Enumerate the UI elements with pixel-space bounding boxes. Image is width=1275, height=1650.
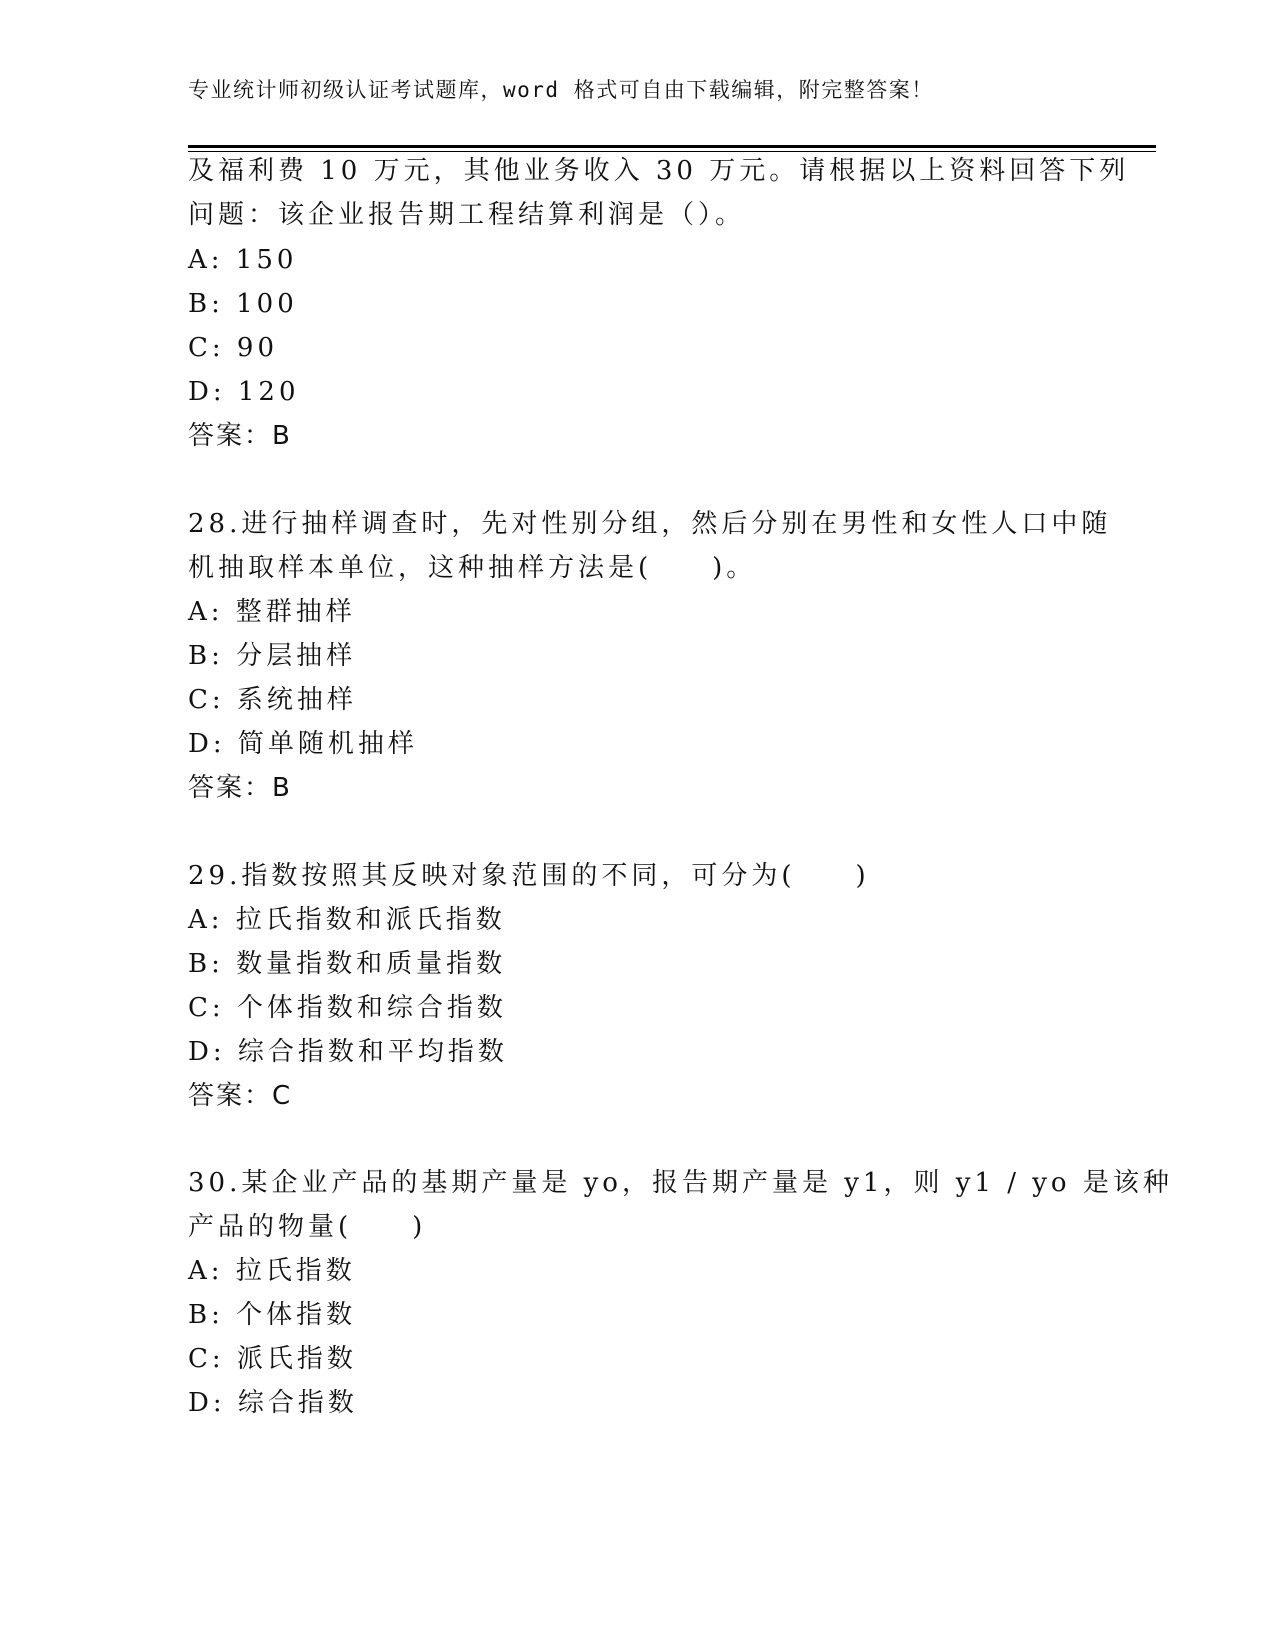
- option-a: A: 拉氏指数和派氏指数: [188, 905, 506, 935]
- page-header: 专业统计师初级认证考试题库，word 格式可自由下载编辑，附完整答案！: [188, 78, 934, 102]
- option-b: B: 分层抽样: [188, 641, 357, 671]
- answer-label: 答案：B: [188, 421, 292, 451]
- option-b: B: 100: [188, 289, 298, 319]
- option-a: A: 拉氏指数: [188, 1256, 356, 1286]
- answer-label: 答案：B: [188, 773, 292, 803]
- option-a: A: 150: [188, 245, 298, 275]
- question-stem: 及福利费 10 万元，其他业务收入 30 万元。请根据以上资料回答下列: [188, 156, 1130, 186]
- header-divider-thin: [188, 151, 1156, 152]
- option-a: A: 整群抽样: [188, 597, 356, 627]
- option-c: C: 系统抽样: [188, 685, 357, 715]
- option-d: D: 简单随机抽样: [188, 729, 418, 759]
- option-c: C: 90: [188, 333, 279, 363]
- question-stem: 29.指数按照其反映对象范围的不同，可分为( ): [188, 861, 870, 891]
- option-d: D: 综合指数: [188, 1388, 358, 1418]
- option-d: D: 综合指数和平均指数: [188, 1037, 508, 1067]
- option-b: B: 数量指数和质量指数: [188, 949, 507, 979]
- option-d: D: 120: [188, 377, 300, 407]
- question-stem: 30.某企业产品的基期产量是 yo，报告期产量是 y1，则 y1 / yo 是该种: [188, 1168, 1173, 1198]
- question-stem: 机抽取样本单位，这种抽样方法是( )。: [188, 553, 757, 583]
- question-stem: 产品的物量( ): [188, 1212, 427, 1242]
- header-divider-thick: [188, 145, 1156, 148]
- option-c: C: 个体指数和综合指数: [188, 993, 507, 1023]
- option-c: C: 派氏指数: [188, 1344, 357, 1374]
- question-stem: 28.进行抽样调查时，先对性别分组，然后分别在男性和女性人口中随: [188, 509, 1112, 539]
- option-b: B: 个体指数: [188, 1300, 357, 1330]
- answer-label: 答案：C: [188, 1081, 293, 1111]
- question-stem: 问题：该企业报告期工程结算利润是（）。: [188, 200, 746, 230]
